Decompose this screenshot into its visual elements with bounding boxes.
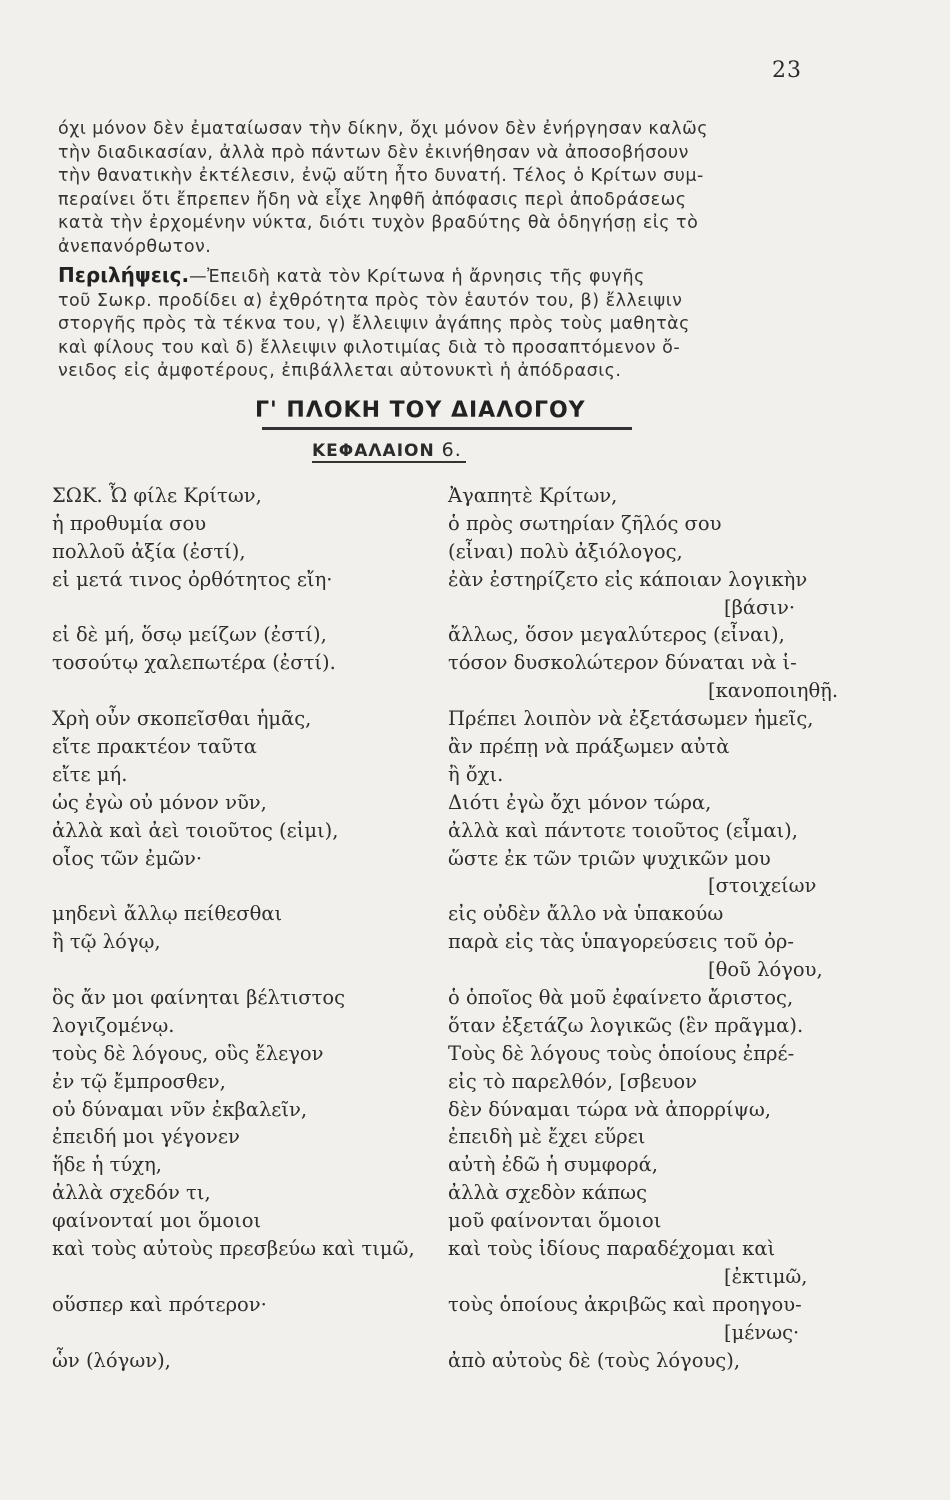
summary-line: στοργῆς πρὸς τὰ τέκνα του, γ) ἔλλειψιν ἀγάπης πρὸς τοὺς μαθητὰς [58,314,690,335]
ancient-text-line: ἐν τῷ ἔμπροσθεν, [52,1069,226,1093]
translation-line: Ἀγαπητὲ Κρίτων, [448,484,618,507]
translation-line: ἐὰν ἐστηρίζετο εἰς κάποιαν λογικὴν [448,567,808,591]
ancient-text-line [52,594,442,622]
translation-line: [κανοποιηθῇ. [708,679,839,703]
summary-line: καὶ φίλους του καὶ δ) ἔλλειψιν φιλοτιμίας διὰ τὸ προσαπτόμενον ὄ- [58,337,681,358]
summary-first-line [58,264,818,290]
intro-paragraph [58,118,818,260]
section-title: Γ' ΠΛΟΚΗ ΤΟΥ ΔΙΑΛΟΓΟΥ [255,398,586,423]
summary-line: νειδος εἰς ἀμφοτέρους, ἐπιβάλλεται αὐτονυκτὶ ἡ ἀπόδρασις. [58,361,622,382]
translation-line: ἄλλως, ὅσον μεγαλύτερος (εἶναι), [448,623,785,647]
ancient-text-line: τοσούτῳ χαλεπωτέρα (ἐστί). [52,651,336,675]
ancient-text-line: φαίνονταί μοι ὅμοιοι [52,1209,262,1233]
summary-label: Περιλήψεις. [58,263,190,287]
intro-line: περαίνει ὅτι ἔπρεπεν ἤδη νὰ εἶχε ληφθῆ ἀπόφασις περὶ ἀποδράσεως [58,189,687,210]
ancient-text-line: λογιζομένῳ. [52,1013,175,1037]
ancient-text-line: εἴτε πρακτέον ταῦτα [52,735,257,759]
summary-line: τοῦ Σωκρ. προδίδει α) ἐχθρότητα πρὸς τὸν ἑαυτόν του, β) ἔλλειψιν [58,290,683,311]
translation-line: [στοιχείων [708,874,817,898]
translation-line: εἰς τὸ παρελθόν, [σβευον [448,1069,697,1093]
translation-line: τοὺς ὁποίους ἀκριβῶς καὶ προηγου- [448,1292,802,1316]
ancient-text-line: οἷος τῶν ἐμῶν· [52,846,203,870]
ancient-text-line: ΣΩΚ. Ὦ φίλε Κρίτων, [52,484,262,507]
translation-line: [θοῦ λόγου, [708,958,823,982]
translation-line: ἀλλὰ σχεδὸν κάπως [448,1181,648,1205]
chapter-number: 6. [441,439,462,461]
ancient-text-line: ἐπειδή μοι γέγονεν [52,1125,240,1149]
intro-line: τὴν διαδικασίαν, ἀλλὰ πρὸ πάντων δὲν ἐκινήθησαν νὰ ἀποσοβήσουν [58,142,689,163]
ancient-text-line: εἰ δὲ μή, ὅσῳ μείζων (ἐστί), [52,623,327,647]
ancient-text-line [52,677,442,705]
translation-line: αὐτὴ ἐδῶ ἡ συμφορά, [448,1153,658,1177]
page-number: 23 [772,58,802,83]
summary-paragraph [58,264,818,384]
translation-line: Διότι ἐγὼ ὄχι μόνον τώρα, [448,790,712,814]
translation-line: παρὰ εἰς τὰς ὑπαγορεύσεις τοῦ ὀρ- [448,930,794,954]
ancient-text-line: ὧν (λόγων), [52,1348,171,1372]
translation-line: ὁ πρὸς σωτηρίαν ζῆλός σου [448,511,722,535]
translation-line: ἐπειδὴ μὲ ἔχει εὕρει [448,1125,646,1149]
translation-line: ἀλλὰ καὶ πάντοτε τοιοῦτος (εἶμαι), [448,818,798,842]
ancient-text-line: ἢ τῷ λόγῳ, [52,930,161,954]
translation-line: ὁ ὁποῖος θὰ μοῦ ἐφαίνετο ἄριστος, [448,986,794,1010]
translation-line: ἀπὸ αὐτοὺς δὲ (τοὺς λόγους), [448,1348,741,1372]
translation-line: τόσον δυσκολώτερον δύναται νὰ ἱ- [448,651,797,675]
chapter-rule [312,461,466,463]
section-title-rule [262,427,632,430]
translation-line: Τοὺς δὲ λόγους τοὺς ὁποίους ἐπρέ- [448,1041,795,1065]
ancient-text-line: ὡς ἐγὼ οὐ μόνον νῦν, [52,790,267,814]
ancient-text-line [52,1263,442,1291]
translation-line: ἢ ὄχι. [448,762,504,786]
translation-line: Πρέπει λοιπὸν νὰ ἐξετάσωμεν ἡμεῖς, [448,707,814,731]
ancient-text-line [52,1319,442,1347]
ancient-text-line [52,956,442,984]
intro-line: ἀνεπανόρθωτον. [58,236,212,257]
ancient-text-line: ἀλλὰ καὶ ἀεὶ τοιοῦτος (εἰμι), [52,818,339,842]
translation-line: [βάσιν· [724,595,796,619]
ancient-text-line: καὶ τοὺς αὐτοὺς πρεσβεύω καὶ τιμῶ, [52,1237,415,1261]
intro-line: όχι μόνον δὲν ἐματαίωσαν τὴν δίκην, ὄχι μόνον δὲν ἐνήργησαν καλῶς [58,119,709,139]
ancient-text-line: μηδενὶ ἄλλῳ πείθεσθαι [52,902,283,926]
chapter-heading [312,439,462,461]
translation-line: [μένως· [724,1320,800,1344]
ancient-greek-column [52,482,442,1375]
ancient-text-line: οὐ δύναμαι νῦν ἐκβαλεῖν, [52,1097,308,1121]
ancient-text-line: οὕσπερ καὶ πρότερον· [52,1292,267,1316]
translation-line: (εἶναι) πολὺ ἀξιόλογος, [448,539,683,563]
ancient-text-line: ἀλλὰ σχεδόν τι, [52,1181,211,1205]
ancient-text-line: ἡ προθυμία σου [52,511,207,535]
translation-line: ὅταν ἐξετάζω λογικῶς (ἓν πρᾶγμα). [448,1013,804,1037]
intro-line: κατὰ τὴν ἐρχομένην νύκτα, διότι τυχὸν βραδύτης θὰ ὁδηγήσῃ εἰς τὸ [58,213,699,234]
chapter-label: ΚΕΦΑΛΑΙΟΝ [312,441,435,461]
translation-line: ὥστε ἐκ τῶν τριῶν ψυχικῶν μου [448,846,771,870]
translation-line: ἂν πρέπῃ νὰ πράξωμεν αὐτὰ [448,735,730,759]
translation-line: [ἐκτιμῶ, [724,1264,808,1288]
summary-line: —Ἐπειδὴ κατὰ τὸν Κρίτωνα ἡ ἄρνησις τῆς φυγῆς [189,267,645,287]
translation-line: μοῦ φαίνονται ὅμοιοι [448,1209,662,1233]
intro-line: τὴν θανατικὴν ἐκτέλεσιν, ἐνῷ αὕτη ἦτο δυνατή. Τέλος ὁ Κρίτων συμ- [58,166,704,187]
ancient-text-line: πολλοῦ ἀξία (ἐστί), [52,539,246,563]
translation-line: εἰς οὐδὲν ἄλλο νὰ ὑπακούω [448,902,724,926]
ancient-text-line: ἥδε ἡ τύχη, [52,1153,162,1177]
ancient-text-line: τοὺς δὲ λόγους, οὓς ἔλεγον [52,1041,324,1065]
ancient-text-line: ὃς ἄν μοι φαίνηται βέλτιστος [52,986,346,1010]
modern-greek-translation-column [448,482,840,1375]
ancient-text-line [52,872,442,900]
ancient-text-line: εἰ μετά τινος ὀρθότητος εἴη· [52,567,333,591]
translation-line: δὲν δύναμαι τώρα νὰ ἀπορρίψω, [448,1097,771,1121]
translation-line: καὶ τοὺς ἰδίους παραδέχομαι καὶ [448,1237,776,1261]
ancient-text-line: εἴτε μή. [52,762,128,786]
ancient-text-line: Χρὴ οὖν σκοπεῖσθαι ἡμᾶς, [52,707,312,731]
